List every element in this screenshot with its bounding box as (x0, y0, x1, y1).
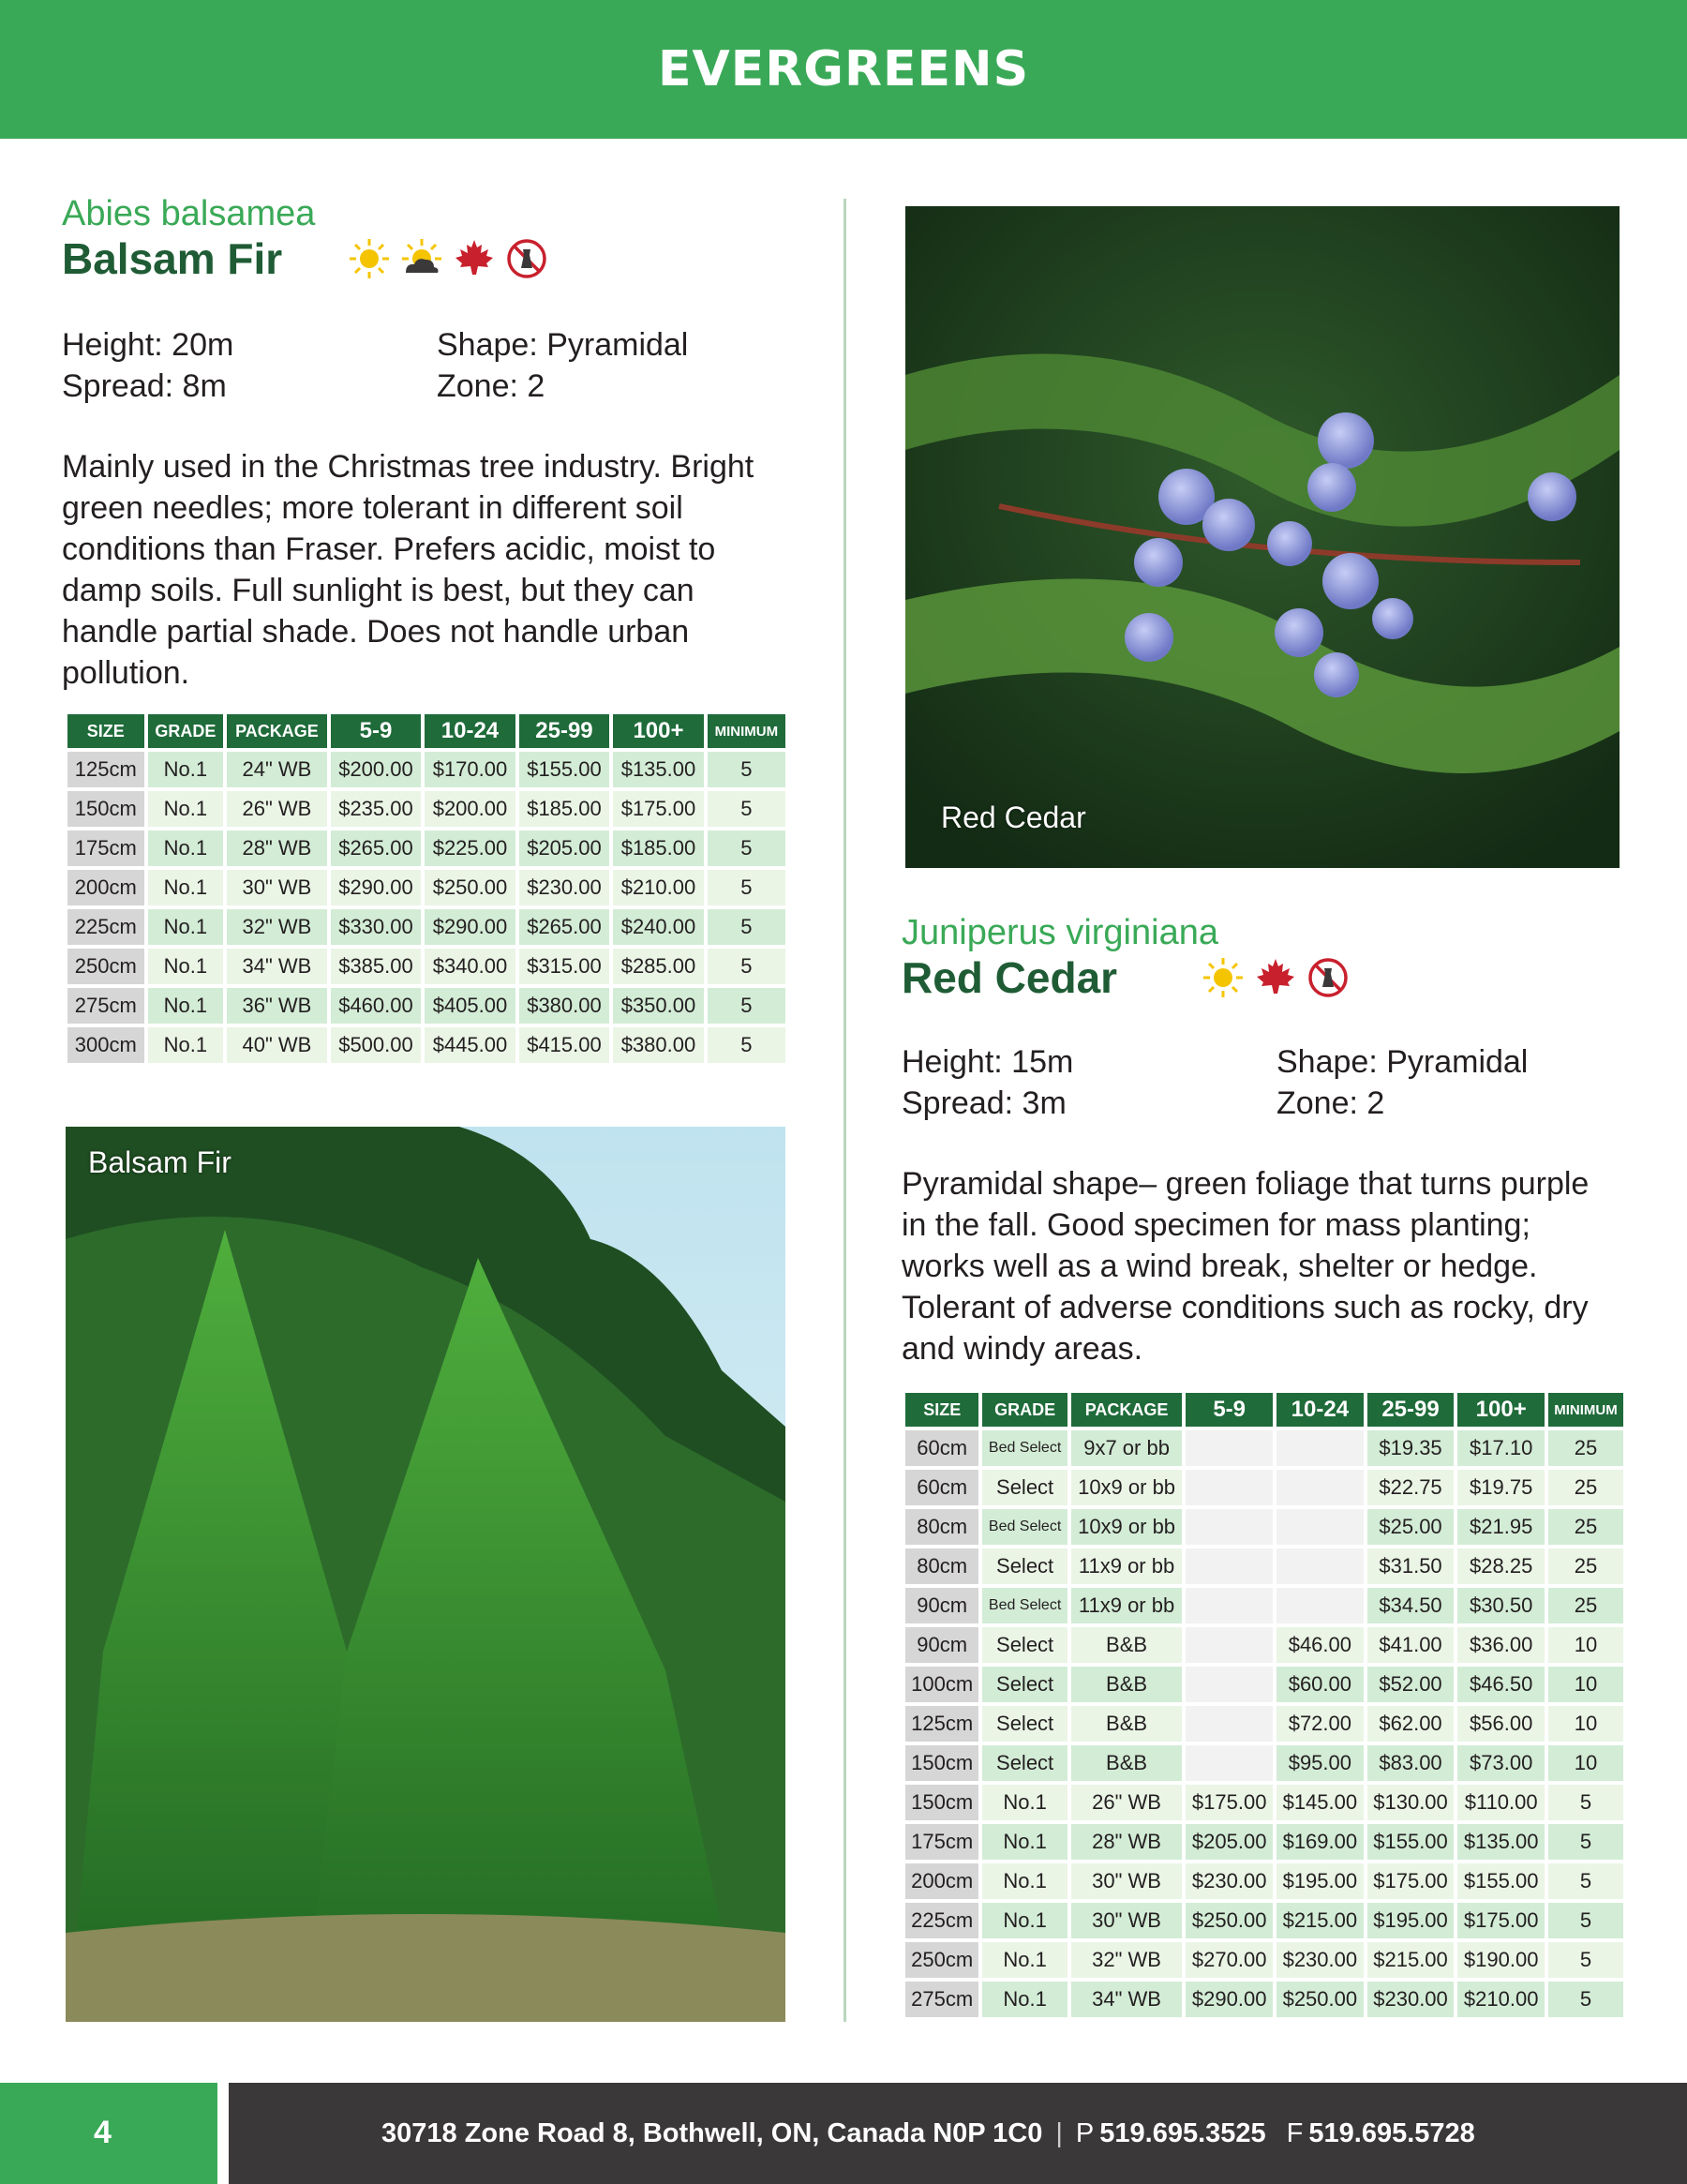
table-cell: 24" WB (227, 752, 327, 787)
table-cell: 300cm (67, 1027, 144, 1063)
growing-icons (1202, 956, 1350, 999)
table-cell: 32" WB (227, 909, 327, 945)
table-cell: $340.00 (425, 949, 515, 984)
table-cell: No.1 (148, 949, 224, 984)
table-cell: Bed Select (982, 1588, 1067, 1623)
table-cell: No.1 (982, 1982, 1067, 2017)
partial-shade-icon (400, 237, 443, 280)
table-cell: 5 (1548, 1863, 1623, 1899)
description: Mainly used in the Christmas tree industry. Bright green needles; more tolerant in different soil conditions than Fraser. Prefers acidic, moist to damp soils. Full sunlight is best, but they can handle partial shade. Does not handle urban pollution. (62, 449, 754, 691)
no-salt-icon (505, 237, 548, 280)
table-cell: $135.00 (1457, 1824, 1545, 1860)
table-cell: $215.00 (1367, 1942, 1455, 1978)
table-cell: 11x9 or bb (1071, 1548, 1183, 1584)
table-cell: 125cm (67, 752, 144, 787)
table-cell: 34" WB (1071, 1982, 1183, 2017)
table-cell: $41.00 (1367, 1627, 1455, 1663)
table-cell: No.1 (148, 791, 224, 827)
table-cell: $72.00 (1276, 1706, 1364, 1742)
table-cell: $230.00 (1367, 1982, 1455, 2017)
balsam-fir-photo (66, 1127, 785, 2022)
table-cell: $195.00 (1276, 1863, 1364, 1899)
column-header: 100+ (613, 714, 704, 748)
table-cell: $330.00 (331, 909, 422, 945)
table-header-row (905, 1393, 1623, 1427)
table-row (905, 1430, 1623, 1466)
table-cell: 125cm (905, 1706, 978, 1742)
table-cell: No.1 (148, 870, 224, 905)
table-cell: $19.35 (1367, 1430, 1455, 1466)
table-row (905, 1509, 1623, 1545)
fax-number: 519.695.5728 (1308, 2117, 1475, 2148)
table-cell: 40" WB (227, 1027, 327, 1063)
table-cell (1276, 1470, 1364, 1505)
spread-spec: Spread: 8m (62, 368, 227, 404)
table-cell: $73.00 (1457, 1745, 1545, 1781)
column-header: SIZE (905, 1393, 978, 1427)
table-cell: No.1 (982, 1824, 1067, 1860)
table-cell: Bed Select (982, 1509, 1067, 1545)
separator: | (1055, 2117, 1063, 2148)
description: Pyramidal shape– green foliage that turns purple in the fall. Good specimen for mass planting; works well as a wind break, shelter or hedge. Tolerant of adverse conditions such as rocky, dry and windy areas. (902, 1166, 1590, 1367)
table-cell: 100cm (905, 1667, 978, 1702)
table-cell: 28" WB (227, 830, 327, 866)
table-cell: No.1 (148, 830, 224, 866)
table-cell: Select (982, 1667, 1067, 1702)
table-cell: 28" WB (1071, 1824, 1183, 1860)
maple-leaf-icon (453, 237, 496, 280)
table-cell: $28.25 (1457, 1548, 1545, 1584)
table-cell: 25 (1548, 1548, 1623, 1584)
table-cell: $155.00 (1367, 1824, 1455, 1860)
table-cell: $200.00 (425, 791, 515, 827)
table-cell: $46.50 (1457, 1667, 1545, 1702)
column-header: PACKAGE (227, 714, 327, 748)
table-cell: B&B (1071, 1627, 1183, 1663)
table-cell: 5 (1548, 1903, 1623, 1938)
table-cell: $170.00 (425, 752, 515, 787)
table-cell: 26" WB (1071, 1785, 1183, 1820)
table-cell: 32" WB (1071, 1942, 1183, 1978)
table-cell: 250cm (67, 949, 144, 984)
table-row (905, 1745, 1623, 1781)
table-cell: $36.00 (1457, 1627, 1545, 1663)
table-cell: $190.00 (1457, 1942, 1545, 1978)
table-row (905, 1942, 1623, 1978)
table-cell: $21.95 (1457, 1509, 1545, 1545)
table-cell: 5 (708, 988, 785, 1024)
table-cell: No.1 (148, 988, 224, 1024)
photo-caption: Balsam Fir (88, 1145, 231, 1179)
column-header: GRADE (982, 1393, 1067, 1427)
table-cell: 60cm (905, 1430, 978, 1466)
table-row (905, 1588, 1623, 1623)
maple-leaf-icon (1254, 956, 1297, 999)
table-cell (1186, 1509, 1273, 1545)
table-cell: $380.00 (519, 988, 610, 1024)
shape-spec: Shape: Pyramidal (1276, 1044, 1529, 1080)
table-row (905, 1863, 1623, 1899)
table-cell: $250.00 (1276, 1982, 1364, 2017)
table-cell: $290.00 (425, 909, 515, 945)
table-cell: 30" WB (1071, 1903, 1183, 1938)
address: 30718 Zone Road 8, Bothwell, ON, Canada N0P 1C0 (381, 2117, 1043, 2148)
table-row (905, 1548, 1623, 1584)
table-cell (1276, 1430, 1364, 1466)
sun-icon (348, 237, 391, 280)
column-header: 25-99 (1367, 1393, 1455, 1427)
page-number: 4 (94, 2115, 112, 2150)
table-cell: $235.00 (331, 791, 422, 827)
table-cell (1186, 1706, 1273, 1742)
zone-spec: Zone: 2 (437, 368, 545, 404)
fax-label: F (1286, 2117, 1304, 2148)
table-cell: B&B (1071, 1706, 1183, 1742)
table-cell: 225cm (905, 1903, 978, 1938)
table-cell: 26" WB (227, 791, 327, 827)
table-cell: $169.00 (1276, 1824, 1364, 1860)
table-cell: $95.00 (1276, 1745, 1364, 1781)
table-cell: No.1 (148, 1027, 224, 1063)
table-cell: No.1 (982, 1942, 1067, 1978)
table-cell: Select (982, 1548, 1067, 1584)
table-cell: Select (982, 1627, 1067, 1663)
phone-label: P (1075, 2117, 1095, 2148)
spread-spec: Spread: 3m (902, 1085, 1067, 1121)
table-cell: $175.00 (1457, 1903, 1545, 1938)
table-cell: 25 (1548, 1509, 1623, 1545)
specs-grid (902, 1041, 1642, 1124)
table-cell: 275cm (905, 1982, 978, 2017)
table-cell: $17.10 (1457, 1430, 1545, 1466)
table-cell: $250.00 (425, 870, 515, 905)
table-cell: $52.00 (1367, 1667, 1455, 1702)
table-cell: 10 (1548, 1706, 1623, 1742)
table-cell: 80cm (905, 1548, 978, 1584)
table-cell: 5 (708, 752, 785, 787)
growing-icons (348, 237, 548, 280)
table-cell: 5 (708, 830, 785, 866)
table-cell: $34.50 (1367, 1588, 1455, 1623)
page-header (0, 0, 1687, 139)
table-cell: $56.00 (1457, 1706, 1545, 1742)
table-cell: 10 (1548, 1667, 1623, 1702)
table-cell: $175.00 (1367, 1863, 1455, 1899)
table-cell: $62.00 (1367, 1706, 1455, 1742)
table-row (67, 791, 785, 827)
latin-name: Abies balsamea (62, 194, 316, 233)
table-cell: No.1 (982, 1863, 1067, 1899)
table-cell: 25 (1548, 1430, 1623, 1466)
column-header: 5-9 (1186, 1393, 1273, 1427)
table-cell: No.1 (982, 1785, 1067, 1820)
table-cell: B&B (1071, 1745, 1183, 1781)
table-cell (1186, 1667, 1273, 1702)
table-cell: 150cm (905, 1745, 978, 1781)
table-cell (1186, 1430, 1273, 1466)
table-cell: 275cm (67, 988, 144, 1024)
table-cell (1276, 1588, 1364, 1623)
table-cell: Select (982, 1706, 1067, 1742)
table-row (67, 949, 785, 984)
table-cell: $200.00 (331, 752, 422, 787)
page-title: EVERGREENS (657, 41, 1030, 97)
column-header: GRADE (148, 714, 224, 748)
table-row (67, 909, 785, 945)
table-cell: $385.00 (331, 949, 422, 984)
table-cell: $25.00 (1367, 1509, 1455, 1545)
column-divider (844, 199, 846, 2022)
table-cell: 30" WB (227, 870, 327, 905)
table-cell: $265.00 (519, 909, 610, 945)
table-cell (1276, 1509, 1364, 1545)
table-cell: $175.00 (613, 791, 704, 827)
table-cell: $135.00 (613, 752, 704, 787)
table-cell (1276, 1548, 1364, 1584)
table-cell: 36" WB (227, 988, 327, 1024)
table-cell (1186, 1745, 1273, 1781)
table-cell: $290.00 (1186, 1982, 1273, 2017)
table-cell: 90cm (905, 1588, 978, 1623)
table-cell: $240.00 (613, 909, 704, 945)
table-row (67, 870, 785, 905)
table-cell: 9x7 or bb (1071, 1430, 1183, 1466)
red-cedar-section (902, 912, 1642, 1369)
balsam-fir-price-table (64, 711, 789, 1067)
photo-caption: Red Cedar (941, 800, 1086, 834)
table-cell: 80cm (905, 1509, 978, 1545)
table-cell: $210.00 (613, 870, 704, 905)
table-cell: $155.00 (519, 752, 610, 787)
table-cell: $215.00 (1276, 1903, 1364, 1938)
table-cell: 150cm (905, 1785, 978, 1820)
height-spec: Height: 20m (62, 327, 234, 363)
table-cell: $445.00 (425, 1027, 515, 1063)
table-cell (1186, 1588, 1273, 1623)
table-cell: $83.00 (1367, 1745, 1455, 1781)
table-cell: $155.00 (1457, 1863, 1545, 1899)
table-cell: $315.00 (519, 949, 610, 984)
table-cell: $350.00 (613, 988, 704, 1024)
table-cell: Select (982, 1470, 1067, 1505)
table-header-row (67, 714, 785, 748)
table-cell: 10 (1548, 1745, 1623, 1781)
table-cell: 200cm (905, 1863, 978, 1899)
table-cell: $380.00 (613, 1027, 704, 1063)
table-cell (1186, 1470, 1273, 1505)
table-cell: $270.00 (1186, 1942, 1273, 1978)
table-cell: $290.00 (331, 870, 422, 905)
shape-spec: Shape: Pyramidal (437, 327, 689, 363)
table-cell (1186, 1548, 1273, 1584)
column-header: MINIMUM (708, 714, 785, 748)
table-cell: 5 (1548, 1982, 1623, 2017)
table-cell: 34" WB (227, 949, 327, 984)
common-name: Red Cedar (902, 953, 1118, 1002)
table-cell: 10x9 or bb (1071, 1470, 1183, 1505)
table-cell: $265.00 (331, 830, 422, 866)
table-cell: No.1 (148, 909, 224, 945)
table-cell: $250.00 (1186, 1903, 1273, 1938)
table-cell: No.1 (148, 752, 224, 787)
table-cell: $225.00 (425, 830, 515, 866)
table-row (905, 1627, 1623, 1663)
table-row (905, 1982, 1623, 2017)
table-cell: 25 (1548, 1588, 1623, 1623)
column-header: 25-99 (519, 714, 610, 748)
table-row (905, 1667, 1623, 1702)
table-cell: $205.00 (1186, 1824, 1273, 1860)
column-header: 5-9 (331, 714, 422, 748)
page-number-box (0, 2083, 217, 2184)
footer-contact (229, 2083, 1687, 2184)
balsam-fir-section (62, 193, 793, 694)
red-cedar-photo (905, 206, 1620, 868)
table-cell: $415.00 (519, 1027, 610, 1063)
table-cell: $110.00 (1457, 1785, 1545, 1820)
table-cell: $46.00 (1276, 1627, 1364, 1663)
table-row (905, 1706, 1623, 1742)
phone-number: 519.695.3525 (1099, 2117, 1266, 2148)
table-cell: $285.00 (613, 949, 704, 984)
table-row (905, 1785, 1623, 1820)
table-row (67, 830, 785, 866)
table-cell: 200cm (67, 870, 144, 905)
table-cell: 225cm (67, 909, 144, 945)
table-cell: 5 (708, 791, 785, 827)
table-cell: 5 (1548, 1785, 1623, 1820)
table-cell: $31.50 (1367, 1548, 1455, 1584)
height-spec: Height: 15m (902, 1044, 1074, 1080)
table-cell: 175cm (905, 1824, 978, 1860)
table-cell: $230.00 (519, 870, 610, 905)
table-cell: $145.00 (1276, 1785, 1364, 1820)
table-cell: 10x9 or bb (1071, 1509, 1183, 1545)
table-cell: $175.00 (1186, 1785, 1273, 1820)
column-header: MINIMUM (1548, 1393, 1623, 1427)
table-cell: $60.00 (1276, 1667, 1364, 1702)
common-name: Balsam Fir (62, 234, 283, 283)
table-row (905, 1903, 1623, 1938)
table-cell: $19.75 (1457, 1470, 1545, 1505)
table-cell: 25 (1548, 1470, 1623, 1505)
table-cell: 30" WB (1071, 1863, 1183, 1899)
table-cell: $500.00 (331, 1027, 422, 1063)
column-header: 100+ (1457, 1393, 1545, 1427)
table-cell: 5 (1548, 1824, 1623, 1860)
latin-name: Juniperus virginiana (902, 913, 1218, 952)
table-row (905, 1470, 1623, 1505)
table-cell: $185.00 (519, 791, 610, 827)
table-cell: No.1 (982, 1903, 1067, 1938)
table-cell: 11x9 or bb (1071, 1588, 1183, 1623)
table-cell: Bed Select (982, 1430, 1067, 1466)
table-cell: 60cm (905, 1470, 978, 1505)
table-cell: 5 (708, 949, 785, 984)
no-salt-icon (1306, 956, 1350, 999)
zone-spec: Zone: 2 (1276, 1085, 1385, 1121)
column-header: SIZE (67, 714, 144, 748)
table-cell: 10 (1548, 1627, 1623, 1663)
table-cell: $460.00 (331, 988, 422, 1024)
table-cell: Select (982, 1745, 1067, 1781)
table-cell: $230.00 (1186, 1863, 1273, 1899)
column-header: 10-24 (1276, 1393, 1364, 1427)
table-row (67, 752, 785, 787)
table-cell: $210.00 (1457, 1982, 1545, 2017)
table-cell: 5 (708, 909, 785, 945)
table-cell: $130.00 (1367, 1785, 1455, 1820)
table-cell: 175cm (67, 830, 144, 866)
table-cell: 250cm (905, 1942, 978, 1978)
table-cell: 90cm (905, 1627, 978, 1663)
table-row (905, 1824, 1623, 1860)
table-cell: 5 (708, 870, 785, 905)
table-cell: $230.00 (1276, 1942, 1364, 1978)
red-cedar-price-table (902, 1389, 1627, 2021)
table-cell: $205.00 (519, 830, 610, 866)
table-cell: 5 (708, 1027, 785, 1063)
table-cell: B&B (1071, 1667, 1183, 1702)
sun-icon (1202, 956, 1245, 999)
table-cell: 5 (1548, 1942, 1623, 1978)
table-cell: $22.75 (1367, 1470, 1455, 1505)
table-row (67, 1027, 785, 1063)
column-header: PACKAGE (1071, 1393, 1183, 1427)
table-cell: $30.50 (1457, 1588, 1545, 1623)
table-cell (1186, 1627, 1273, 1663)
table-cell: $185.00 (613, 830, 704, 866)
table-row (67, 988, 785, 1024)
table-cell: 150cm (67, 791, 144, 827)
table-cell: $195.00 (1367, 1903, 1455, 1938)
table-cell: $405.00 (425, 988, 515, 1024)
specs-grid (62, 324, 793, 407)
column-header: 10-24 (425, 714, 515, 748)
